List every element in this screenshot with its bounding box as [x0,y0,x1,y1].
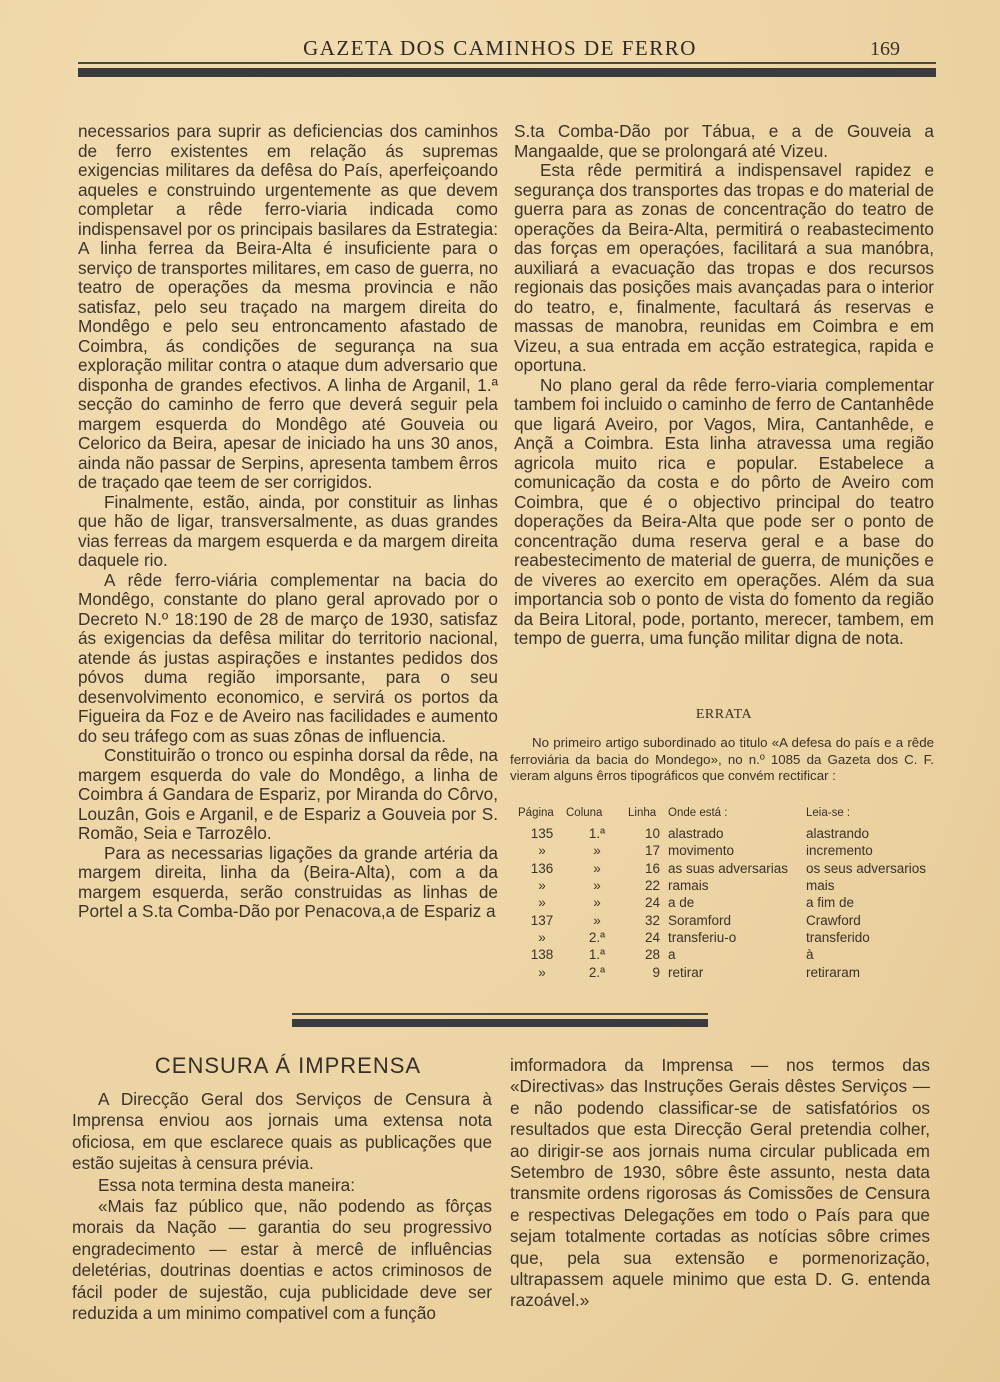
cell-correct: transferido [806,929,870,945]
paragraph: A Direcção Geral dos Serviços de Censura à Imprensa enviou aos jornais uma extensa nota oficiosa, em que esclarece quais as publicações que estão sujeitas à censura prévia. [72,1089,492,1174]
cell-correct: retiraram [806,964,861,980]
cell-correct: mais [806,878,835,894]
paragraph: Esta rêde permitirá a indispensavel rapidez e segurança dos transportes das tropas e do material de guerra para as zonas de concentração do teatro de operações da Beira-Alta, permitirá o reabastecimento das forças em operaçóes, facilitará a sua manóbra, auxiliará a evacuação das tropas e dos recursos regionais das posições mais avançadas para o interior do teatro, e, finalmente, facultará ás reservas e massas de manobra, reunidas em Coimbra e em Vizeu, a sua entrada em acção estrategica, rapida e oportuna. [514,160,934,375]
column-header: Coluna [566,807,603,819]
cell-column: » [593,878,601,894]
cell-page: » [538,964,546,980]
page-number: 169 [870,38,900,60]
header-rule-thick [78,68,936,77]
cell-column: 2.ª [588,964,606,980]
paragraph: «Mais faz público que, não podendo as fôrças morais da Nação — garantia do seu progressivo engradecimento — estar à mercê de influências deletérias, doutrinas doentias e actos criminosos de fácil poder de sujestão, cuja publicidade deve ser reduzida a um minimo compativel com a função [72,1196,492,1324]
cell-line: 24 [644,929,660,945]
cell-wrong: as suas adversarias [668,860,789,876]
paragraph: Essa nota termina desta maneira: [98,1174,355,1195]
cell-column: 2.ª [588,929,606,945]
cell-page: 137 [530,912,554,928]
paragraph: Finalmente, estão, ainda, por constituir as linhas que hão de ligar, transversalmente, as duas grandes vias ferreas da margem esquerda e da margem direita daquele rio. [78,491,498,570]
page-header-title: GAZETA DOS CAMINHOS DE FERRO [303,36,697,60]
table-row [518,877,938,894]
table-row [518,894,938,911]
cell-page: » [538,929,546,945]
errata-intro-text: No primeiro artigo subordinado ao titulo «A defesa do país e a rêde ferroviária da bacia do Mondego», no n.º 1085 da Gazeta dos C. F. vieram alguns êrros tipográficos que convém rectificar : [510,735,934,783]
cell-line: 9 [652,964,660,980]
column-header: Leia-se : [806,807,851,819]
cell-correct: Crawford [806,912,861,928]
cell-page: 136 [530,860,554,876]
cell-column: » [593,843,601,859]
cell-line: 16 [644,860,660,876]
table-row [518,963,938,980]
cell-column: 1.ª [588,826,606,842]
paragraph: imformadora da Imprensa — nos termos das «Directivas» das Instruções Gerais dêstes Serviços — e não podendo classificar-se de satisfatórios os resultados que esta Direcção Geral pretendia colher, ao dirigir-se aos jornais numa circular publicada em Setembro de 1930, sôbre êste assunto, nesta data transmite ordens rigorosas ás Comissões de Censura e respectivas Delegações em todo o País para que sejam totalmente cortadas as notícias sôbre crimes que, pela sua extensão e pormenorização, ultrapassem aquele minimo que esta D. G. entenda razoável.» [510,1055,930,1311]
cell-page: 135 [530,826,554,842]
column-header: Linha [628,807,657,819]
article-right-column [514,122,934,649]
cell-wrong: alastrado [668,826,724,842]
cell-line: 10 [644,826,660,842]
table-row [518,842,938,859]
errata-title: ERRATA [695,707,753,722]
cell-page: » [538,878,546,894]
cell-wrong: Soramford [668,912,732,928]
paragraph: No plano geral da rêde ferro-viaria complementar tambem foi incluido o caminho de ferro de Cantanhêde que ligará Aveiro, por Vagos, Mira, Cantanhêde, e Ançã a Coimbra. Esta linha atravessa uma região agricola muito rica e popular. Estabelece a comunicação da costa e do pôrto de Aveiro com Coimbra, que é o objectivo principal do teatro doperações da Beira-Alta que pode ser o ponto de concentração duma reserva geral e a base do reabestecimento de material de guerra, de munições e de viveres ao exercito em operações. Além da sua importancia sob o ponto de vista do fomento da região da Beira Litoral, pode, portanto, merecer, tambem, em tempo de guerra, uma função militar digna de nota. [514,374,934,648]
cell-column: » [593,895,601,911]
cell-page: 138 [530,947,554,963]
cell-wrong: movimento [668,843,735,859]
cell-wrong: a [668,947,676,963]
cell-correct: a fim de [806,895,855,911]
column-header: Onde está : [668,807,728,819]
cell-wrong: transferiu-o [668,929,737,945]
cell-column: 1.ª [588,947,606,963]
section-title: CENSURA Á IMPRENSA [154,1053,422,1078]
censura-left-column [72,1089,492,1324]
paragraph: A rêde ferro-viária complementar na bacia do Mondêgo, constante do plano geral aprovado por o Decreto N.º 18:190 de 28 de março de 1930, satisfaz ás exigencias da defêsa militar do territorio nacional, atende ás justas aspirações e instantes pedidos dos póvos duma região imporsante, para o seu desenvolvimento economico, e servirá os portos da Figueira da Foz e de Aveiro nas facilidades e aumento do seu tráfego com as suas zônas de influencia. [78,569,498,746]
paragraph: necessarios para suprir as deficiencias dos caminhos de ferro existentes em relação ás supremas exigencias militares da defêsa do País, aperfeiçoando aqueles e construindo urgentemente as que devem completar a rêde ferro-viaria indicada como indispensavel por os principais basilares da Estrategia: A linha ferrea da Beira-Alta é insuficiente para o serviço de transportes militares, em caso de guerra, no teatro de operações da mesma provincia e não satisfaz, pelo seu traçado na margem direita do Mondêgo e pelo seu entroncamento afastado de Coimbra, ás condições de segurança na sua exploração militar contra o ataque dum adversario que disponha de grandes efectivos. A linha de Arganil, 1.ª secção do caminho de ferro que deverá seguir pela margem esquerda do Mondêgo até Gouveia ou Celorico da Beira, apesar de iniciado ha uns 30 anos, ainda não passar de Serpins, apresenta tambem êrros de traçado qae teem de ser corrigidos. [78,121,498,492]
section-rule-thick [292,1019,708,1027]
cell-correct: incremento [806,843,873,859]
paragraph: Para as necessarias ligações da grande artéria da margem direita, linha da (Beira-Alta), com a da margem esquerda, serão construidas as linhas de Portel a S.ta Comba-Dão por Penacova,a de Espariz a [78,842,498,921]
cell-line: 17 [644,843,660,859]
cell-column: » [593,860,601,876]
censura-right-column [510,1055,930,1312]
cell-line: 22 [644,878,660,894]
cell-correct: à [806,947,814,963]
errata-header-row [518,807,938,825]
cell-line: 24 [644,895,660,911]
errata-intro [510,735,934,785]
article-left-column [78,122,498,922]
cell-correct: alastrando [806,826,870,842]
cell-line: 28 [644,947,660,963]
cell-wrong: ramais [668,878,709,894]
column-header: Página [518,807,554,819]
errata-table [518,807,938,981]
table-row [518,860,938,877]
cell-wrong: a de [668,895,695,911]
cell-wrong: retirar [668,964,704,980]
table-row [518,929,938,946]
paragraph: Constituirão o tronco ou espinha dorsal da rêde, na margem esquerda do vale do Mondêgo, a linha de Coimbra á Gandara de Espariz, por Miranda do Côrvo, Louzân, Gois e Arganil, e de Espariz a Gouveia por S. Romão, Seia e Tarrozêlo. [78,745,498,843]
cell-page: » [538,895,546,911]
paragraph: S.ta Comba-Dão por Tábua, e a de Gouveia a Mangaalde, que se prolongará até Vizeu. [514,121,934,161]
cell-line: 32 [644,912,660,928]
cell-correct: os seus adversarios [806,860,927,876]
section-rule-thin [292,1013,708,1015]
header-rule-thin [78,62,936,64]
cell-page: » [538,843,546,859]
cell-column: » [593,912,601,928]
table-row [518,825,938,842]
table-row [518,911,938,928]
table-row [518,946,938,963]
